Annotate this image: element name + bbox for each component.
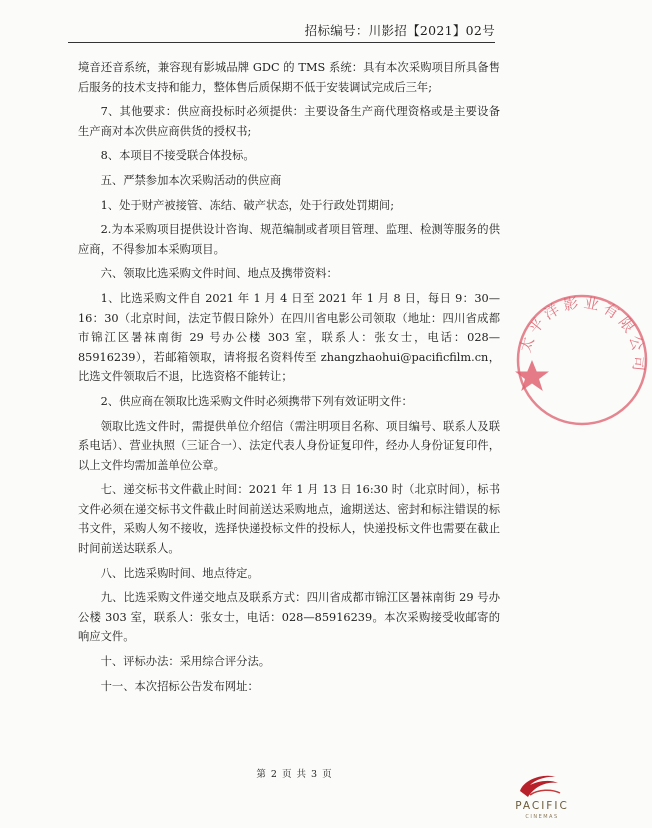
section-heading-8: 八、比选采购时间、地点待定。 bbox=[100, 566, 259, 580]
company-seal-icon bbox=[512, 290, 652, 430]
section-heading-7: 七、递交标书文件截止时间：2021 年 1 月 13 日 16:30 时（北京时间），标书文件必须在递交标书文件截止时间前送达采购地点，逾期送达、密封和标注错误的标书文件，采购人匆不接收，选择快递投标文件的投标人，快递投标文件也需要在截止时间前送达联系人。 bbox=[78, 483, 500, 556]
paragraph-prohibited-2: 2.为本采购项目提供设计咨询、规范编制或者项目管理、监理、检测等服务的供应商，不得参加本采购项目。 bbox=[78, 223, 500, 256]
section-heading-9: 九、比选采购文件递交地点及联系方式：四川省成都市锦江区暑袜南街 29 号办公楼 303 室，联系人：张女士，电话：028—85916239。本次采购接受收邮寄的响应文件。 bbox=[78, 591, 500, 644]
logo-subtitle: CINEMAS bbox=[525, 814, 559, 820]
document-body bbox=[78, 58, 500, 696]
bid-number: 招标编号：川影招【2021】02号 bbox=[304, 23, 495, 38]
section-heading-11: 十一、本次招标公告发布网址： bbox=[100, 679, 259, 693]
section-heading-6: 六、领取比选采购文件时间、地点及携带资料： bbox=[100, 267, 338, 281]
logo-name: PACIFIC bbox=[515, 800, 569, 812]
paragraph-other-requirements: 7、其他要求：供应商投标时必须提供：主要设备生产商代理资格或是主要设备生产商对本次供应商供货的授权书; bbox=[78, 105, 500, 138]
section-heading-10: 十、评标办法：采用综合评分法。 bbox=[100, 655, 271, 669]
page-indicator: 第 2 页 共 3 页 bbox=[256, 769, 333, 780]
seal-text: 太平洋影业有限公司 bbox=[516, 293, 649, 376]
paragraph-continued: 境音还音系统，兼容现有影城品牌 GDC 的 TMS 系统：具有本次采购项目所具备售后服务的技术支持和能力，整体售后质保期不低于安装调试完成后三年; bbox=[78, 61, 500, 94]
document-header bbox=[68, 18, 495, 43]
section-heading-5: 五、严禁参加本次采购活动的供应商 bbox=[100, 173, 282, 187]
paragraph-collection-time: 1、比选采购文件自 2021 年 1 月 4 日至 2021 年 1 月 8 日，每日 9：30—16：30（北京时间，法定节假日除外）在四川省电影公司领取（地址：四川省成都市锦江区暑袜南街 29 号办公楼 303 室，联系人：张女士，电话：028—85916239），若邮箱领取，请将报名资料传至 zhangzhaohui@pacificfilm.cn，比选文件领取后不退，比选资格不能转让； bbox=[78, 291, 500, 384]
paragraph-docs-detail: 领取比选文件时，需提供单位介绍信（需注明项目名称、项目编号、联系人及联系电话）、营业执照（三证合一）、法定代表人身份证复印件，经办人身份证复印件，以上文件均需加盖单位公章。 bbox=[78, 419, 500, 472]
paragraph-required-docs: 2、供应商在领取比选采购文件时必须携带下列有效证明文件： bbox=[100, 394, 413, 408]
svg-text:太平洋影业有限公司 bbox=[516, 293, 648, 375]
paragraph-no-consortium: 8、本项目不接受联合体投标。 bbox=[100, 149, 255, 163]
paragraph-prohibited-1: 1、处于财产被接管、冻结、破产状态，处于行政处罚期间; bbox=[100, 198, 395, 212]
